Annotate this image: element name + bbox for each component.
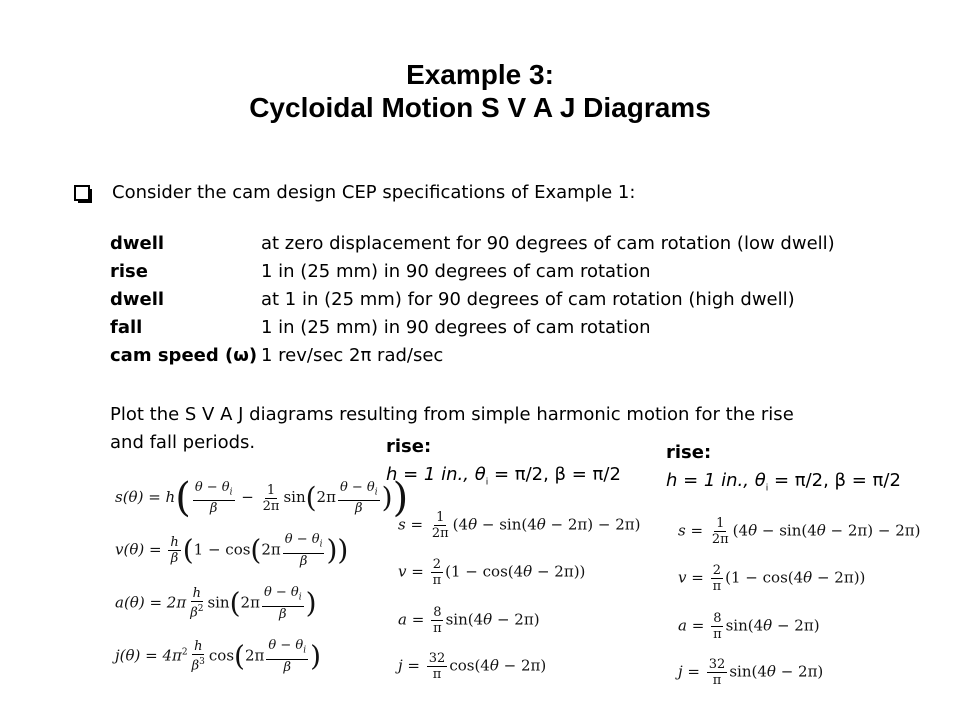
equation-v-general: v(θ) = $\frac{h}{\beta}$ (1 − cos(2π $\frac{\theta - \theta_i}{\beta}$ )) bbox=[115, 532, 349, 569]
checkbox-bullet-icon bbox=[74, 185, 90, 201]
bullet-text: Consider the cam design CEP specifications of Example 1: bbox=[112, 182, 636, 203]
spec-value: at zero displacement for 90 degrees of cam rotation (low dwell) bbox=[261, 233, 835, 254]
rise-params: h = 1 in., $\theta_i = \pi/2$, β = π/2 bbox=[386, 464, 621, 488]
spec-key: fall bbox=[110, 317, 143, 338]
spec-key: rise bbox=[110, 261, 148, 282]
spec-row bbox=[110, 342, 835, 370]
plot-line2: and fall periods. bbox=[110, 432, 256, 453]
equation-a-mid: a = $\frac{8}{\pi}$ sin(4θ − 2π) bbox=[398, 605, 540, 636]
rise-block-left bbox=[386, 433, 621, 497]
equation-v-mid: v = $\frac{2}{\pi}$ (1 − cos(4θ − 2π)) bbox=[398, 557, 586, 588]
equation-s-mid: s = $\frac{1}{2\pi}$ (4θ − sin(4θ − 2π) − 2π) bbox=[398, 510, 641, 541]
spec-row bbox=[110, 230, 835, 258]
spec-key: dwell bbox=[110, 233, 165, 254]
plot-line1: Plot the S V A J diagrams resulting from simple harmonic motion for the rise bbox=[110, 404, 794, 425]
spec-row bbox=[110, 286, 835, 314]
spec-value: 1 in (25 mm) in 90 degrees of cam rotation bbox=[261, 261, 651, 282]
bullet-row bbox=[74, 182, 635, 203]
equation-a-right: a = $\frac{8}{\pi}$ sin(4θ − 2π) bbox=[678, 611, 820, 642]
equation-s-general: s(θ) = h( $\frac{\theta - \theta_i}{\beta}$ − $\frac{1}{2\pi}$ sin(2π $\frac{\theta - \theta_i}{\beta}$ )) bbox=[115, 475, 409, 521]
equation-a-general: a(θ) = 2π $\frac{h}{\beta^2}$ sin(2π $\frac{\theta - \theta_i}{\beta}$ ) bbox=[115, 585, 317, 622]
spec-key: dwell bbox=[110, 289, 165, 310]
equation-s-right: s = $\frac{1}{2\pi}$ (4θ − sin(4θ − 2π) − 2π) bbox=[678, 516, 921, 547]
spec-key: cam speed (ω) bbox=[110, 345, 258, 366]
rise-label: rise: bbox=[386, 436, 432, 457]
rise-block-right bbox=[666, 439, 901, 503]
rise-params: h = 1 in., $\theta_i = \pi/2$, β = π/2 bbox=[666, 470, 901, 494]
spec-value: 1 in (25 mm) in 90 degrees of cam rotation bbox=[261, 317, 651, 338]
spec-table bbox=[110, 230, 835, 370]
equation-j-right: j = $\frac{32}{\pi}$ sin(4θ − 2π) bbox=[678, 657, 824, 688]
equation-j-mid: j = $\frac{32}{\pi}$ cos(4θ − 2π) bbox=[398, 651, 547, 682]
spec-row bbox=[110, 258, 835, 286]
page-title-line2: Cycloidal Motion S V A J Diagrams bbox=[249, 92, 711, 123]
equation-j-general: $j(\theta) = 4\pi^2$ $\frac{h}{\beta^3}$ cos(2π $\frac{\theta - \theta_i}{\beta}$ ) bbox=[115, 638, 322, 675]
equation-v-right: v = $\frac{2}{\pi}$ (1 − cos(4θ − 2π)) bbox=[678, 563, 866, 594]
spec-value: 1 rev/sec 2π rad/sec bbox=[261, 345, 444, 366]
spec-row bbox=[110, 314, 835, 342]
page-title-line1: Example 3: bbox=[406, 59, 554, 90]
rise-label: rise: bbox=[666, 442, 712, 463]
spec-value: at 1 in (25 mm) for 90 degrees of cam rotation (high dwell) bbox=[261, 289, 795, 310]
